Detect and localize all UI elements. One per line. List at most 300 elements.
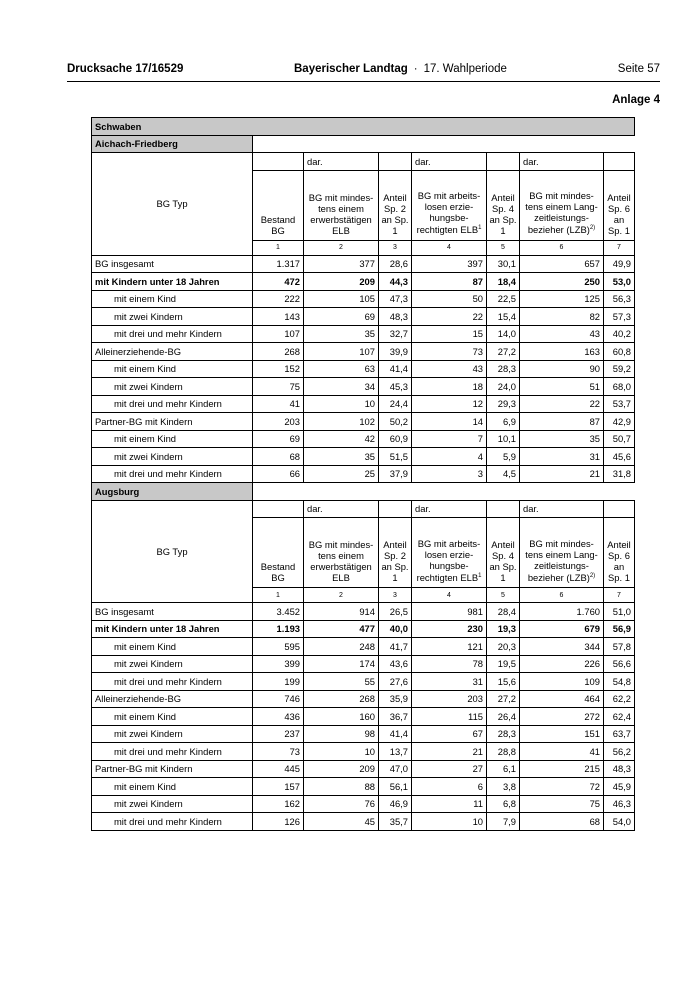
page-header <box>67 63 660 81</box>
cell-value: 72 <box>520 778 604 796</box>
column-header-bg-typ: BG Typ <box>92 153 253 256</box>
cell-value: 31 <box>412 673 487 691</box>
header-separator: · <box>413 63 418 75</box>
cell-value: 63 <box>304 360 379 378</box>
cell-value: 28,4 <box>487 603 520 621</box>
cell-value: 68 <box>253 448 304 466</box>
cell-value: 73 <box>412 343 487 361</box>
row-label: mit drei und mehr Kindern <box>92 395 253 413</box>
header-dar-row <box>92 500 635 518</box>
cell-value: 107 <box>304 343 379 361</box>
column-header-erwerbstaetig: BG mit mindes-​tens einem erwerbstätigen ELB <box>304 518 379 588</box>
cell-value: 41,4 <box>379 360 412 378</box>
cell-value: 27,2 <box>487 343 520 361</box>
cell-value: 62,4 <box>604 708 635 726</box>
cell-value: 397 <box>412 255 487 273</box>
cell-value: 98 <box>304 725 379 743</box>
cell-value: 18 <box>412 378 487 396</box>
cell-value: 21 <box>412 743 487 761</box>
table-row <box>92 273 635 291</box>
column-header-arbeitslos-footnote: 1 <box>478 225 482 232</box>
region-row <box>92 118 635 136</box>
cell-value: 28,3 <box>487 360 520 378</box>
cell-value: 14,0 <box>487 325 520 343</box>
cell-value: 87 <box>520 413 604 431</box>
cell-value: 56,9 <box>604 620 635 638</box>
row-label: mit drei und mehr Kindern <box>92 465 253 483</box>
table-row <box>92 290 635 308</box>
row-label: mit zwei Kindern <box>92 448 253 466</box>
cell-value: 45,9 <box>604 778 635 796</box>
table-row <box>92 638 635 656</box>
cell-value: 34 <box>304 378 379 396</box>
cell-value: 35,7 <box>379 813 412 831</box>
header-empty-cell <box>253 500 304 518</box>
cell-value: 66 <box>253 465 304 483</box>
cell-value: 464 <box>520 690 604 708</box>
cell-value: 60,8 <box>604 343 635 361</box>
cell-value: 595 <box>253 638 304 656</box>
cell-value: 109 <box>520 673 604 691</box>
table-row <box>92 760 635 778</box>
column-header-bestand: Bestand BG <box>253 518 304 588</box>
row-label: mit zwei Kindern <box>92 655 253 673</box>
row-label: mit zwei Kindern <box>92 308 253 326</box>
cell-value: 472 <box>253 273 304 291</box>
cell-value: 35 <box>304 325 379 343</box>
cell-value: 56,3 <box>604 290 635 308</box>
column-index: 7 <box>604 240 635 255</box>
header-empty-cell <box>253 153 304 171</box>
column-index: 5 <box>487 240 520 255</box>
cell-value: 43 <box>520 325 604 343</box>
table-row <box>92 325 635 343</box>
district-name: Aichach-Friedberg <box>92 135 253 153</box>
column-index: 7 <box>604 588 635 603</box>
header-empty-cell <box>379 153 412 171</box>
table-row <box>92 655 635 673</box>
header-empty-cell <box>604 153 635 171</box>
cell-value: 28,6 <box>379 255 412 273</box>
cell-value: 88 <box>304 778 379 796</box>
cell-value: 160 <box>304 708 379 726</box>
cell-value: 27,6 <box>379 673 412 691</box>
cell-value: 57,3 <box>604 308 635 326</box>
cell-value: 54,8 <box>604 673 635 691</box>
cell-value: 222 <box>253 290 304 308</box>
cell-value: 162 <box>253 795 304 813</box>
cell-value: 41 <box>253 395 304 413</box>
cell-value: 69 <box>253 430 304 448</box>
cell-value: 24,4 <box>379 395 412 413</box>
cell-value: 42,9 <box>604 413 635 431</box>
cell-value: 35 <box>520 430 604 448</box>
spacer-cell <box>253 483 635 501</box>
district-row <box>92 135 635 153</box>
row-label: mit drei und mehr Kindern <box>92 673 253 691</box>
cell-value: 209 <box>304 760 379 778</box>
cell-value: 24,0 <box>487 378 520 396</box>
cell-value: 272 <box>520 708 604 726</box>
cell-value: 53,7 <box>604 395 635 413</box>
cell-value: 49,9 <box>604 255 635 273</box>
statistics-table <box>91 117 635 831</box>
cell-value: 25 <box>304 465 379 483</box>
column-header-bg-typ: BG Typ <box>92 500 253 603</box>
cell-value: 268 <box>253 343 304 361</box>
row-label: mit drei und mehr Kindern <box>92 325 253 343</box>
cell-value: 107 <box>253 325 304 343</box>
cell-value: 22 <box>520 395 604 413</box>
cell-value: 43 <box>412 360 487 378</box>
row-label: BG insgesamt <box>92 255 253 273</box>
table-row <box>92 430 635 448</box>
cell-value: 21 <box>520 465 604 483</box>
cell-value: 477 <box>304 620 379 638</box>
cell-value: 121 <box>412 638 487 656</box>
cell-value: 36,7 <box>379 708 412 726</box>
header-dar-label: dar. <box>304 500 379 518</box>
column-header-anteil-sp4: Anteil Sp. 4 an Sp. 1 <box>487 170 520 240</box>
row-label: mit einem Kind <box>92 778 253 796</box>
cell-value: 32,7 <box>379 325 412 343</box>
cell-value: 3 <box>412 465 487 483</box>
column-header-arbeitslos: BG mit arbeits-​losen erzie-​hungsbe-​rechtigten ELB$^1$ <box>412 518 487 588</box>
column-index: 1 <box>253 240 304 255</box>
cell-value: 62,2 <box>604 690 635 708</box>
header-center <box>294 63 507 75</box>
cell-value: 1.193 <box>253 620 304 638</box>
cell-value: 41,7 <box>379 638 412 656</box>
column-header-anteil-sp6: Anteil Sp. 6 an Sp. 1 <box>604 518 635 588</box>
cell-value: 31,8 <box>604 465 635 483</box>
cell-value: 250 <box>520 273 604 291</box>
column-index: 4 <box>412 240 487 255</box>
table-row <box>92 743 635 761</box>
cell-value: 5,9 <box>487 448 520 466</box>
cell-value: 657 <box>520 255 604 273</box>
cell-value: 15 <box>412 325 487 343</box>
cell-value: 87 <box>412 273 487 291</box>
cell-value: 746 <box>253 690 304 708</box>
cell-value: 6,8 <box>487 795 520 813</box>
cell-value: 125 <box>520 290 604 308</box>
table-row <box>92 690 635 708</box>
table-row <box>92 465 635 483</box>
cell-value: 56,6 <box>604 655 635 673</box>
cell-value: 48,3 <box>604 760 635 778</box>
district-name: Augsburg <box>92 483 253 501</box>
row-label: Partner-BG mit Kindern <box>92 760 253 778</box>
parliament-name: Bayerischer Landtag <box>294 63 408 75</box>
cell-value: 51,0 <box>604 603 635 621</box>
cell-value: 43,6 <box>379 655 412 673</box>
cell-value: 59,2 <box>604 360 635 378</box>
row-label: mit zwei Kindern <box>92 795 253 813</box>
column-index: 6 <box>520 240 604 255</box>
header-dar-label: dar. <box>412 153 487 171</box>
cell-value: 12 <box>412 395 487 413</box>
row-label: Partner-BG mit Kindern <box>92 413 253 431</box>
header-dar-label: dar. <box>520 153 604 171</box>
cell-value: 53,0 <box>604 273 635 291</box>
header-dar-label: dar. <box>304 153 379 171</box>
cell-value: 30,1 <box>487 255 520 273</box>
cell-value: 105 <box>304 290 379 308</box>
cell-value: 75 <box>520 795 604 813</box>
header-dar-row <box>92 153 635 171</box>
column-header-lzb-footnote: 2) <box>589 572 596 579</box>
cell-value: 1.317 <box>253 255 304 273</box>
cell-value: 10,1 <box>487 430 520 448</box>
legislative-period: 17. Wahlperiode <box>423 63 507 75</box>
table-row <box>92 343 635 361</box>
cell-value: 56,2 <box>604 743 635 761</box>
cell-value: 199 <box>253 673 304 691</box>
column-index: 5 <box>487 588 520 603</box>
row-label: BG insgesamt <box>92 603 253 621</box>
table-row <box>92 778 635 796</box>
cell-value: 47,0 <box>379 760 412 778</box>
cell-value: 50 <box>412 290 487 308</box>
row-label: mit einem Kind <box>92 638 253 656</box>
column-header-anteil-sp6: Anteil Sp. 6 an Sp. 1 <box>604 170 635 240</box>
cell-value: 377 <box>304 255 379 273</box>
row-label: Alleinerziehende-BG <box>92 343 253 361</box>
cell-value: 226 <box>520 655 604 673</box>
document-number: Drucksache 17/16529 <box>67 63 184 75</box>
header-empty-cell <box>604 500 635 518</box>
cell-value: 44,3 <box>379 273 412 291</box>
table-row <box>92 360 635 378</box>
cell-value: 51,5 <box>379 448 412 466</box>
cell-value: 56,1 <box>379 778 412 796</box>
cell-value: 203 <box>412 690 487 708</box>
column-header-anteil-sp2: Anteil Sp. 2 an Sp. 1 <box>379 170 412 240</box>
cell-value: 13,7 <box>379 743 412 761</box>
cell-value: 981 <box>412 603 487 621</box>
cell-value: 90 <box>520 360 604 378</box>
row-label: mit Kindern unter 18 Jahren <box>92 273 253 291</box>
table-row <box>92 448 635 466</box>
cell-value: 215 <box>520 760 604 778</box>
cell-value: 19,5 <box>487 655 520 673</box>
table-row <box>92 255 635 273</box>
cell-value: 69 <box>304 308 379 326</box>
row-label: mit Kindern unter 18 Jahren <box>92 620 253 638</box>
cell-value: 248 <box>304 638 379 656</box>
column-index: 6 <box>520 588 604 603</box>
table-row <box>92 620 635 638</box>
cell-value: 51 <box>520 378 604 396</box>
cell-value: 29,3 <box>487 395 520 413</box>
cell-value: 6,1 <box>487 760 520 778</box>
cell-value: 10 <box>304 743 379 761</box>
table-row <box>92 603 635 621</box>
column-index: 1 <box>253 588 304 603</box>
cell-value: 15,4 <box>487 308 520 326</box>
header-empty-cell <box>487 500 520 518</box>
cell-value: 14 <box>412 413 487 431</box>
column-index: 2 <box>304 588 379 603</box>
cell-value: 230 <box>412 620 487 638</box>
cell-value: 75 <box>253 378 304 396</box>
row-label: mit einem Kind <box>92 430 253 448</box>
cell-value: 78 <box>412 655 487 673</box>
cell-value: 10 <box>412 813 487 831</box>
table-row <box>92 795 635 813</box>
cell-value: 237 <box>253 725 304 743</box>
cell-value: 26,4 <box>487 708 520 726</box>
cell-value: 1.760 <box>520 603 604 621</box>
cell-value: 143 <box>253 308 304 326</box>
cell-value: 41,4 <box>379 725 412 743</box>
cell-value: 268 <box>304 690 379 708</box>
table-row <box>92 708 635 726</box>
cell-value: 68 <box>520 813 604 831</box>
cell-value: 39,9 <box>379 343 412 361</box>
column-index: 2 <box>304 240 379 255</box>
column-index: 3 <box>379 240 412 255</box>
cell-value: 60,9 <box>379 430 412 448</box>
column-header-lzb: BG mit mindes-​tens einem Lang-​zeitleistungs-​bezieher (LZB)$^{2)}$ <box>520 518 604 588</box>
column-header-arbeitslos-footnote: 1 <box>478 572 482 579</box>
cell-value: 31 <box>520 448 604 466</box>
cell-value: 22 <box>412 308 487 326</box>
cell-value: 344 <box>520 638 604 656</box>
cell-value: 35 <box>304 448 379 466</box>
cell-value: 3.452 <box>253 603 304 621</box>
row-label: mit zwei Kindern <box>92 378 253 396</box>
cell-value: 445 <box>253 760 304 778</box>
cell-value: 157 <box>253 778 304 796</box>
column-header-lzb-footnote: 2) <box>589 225 596 232</box>
table-row <box>92 308 635 326</box>
cell-value: 4 <box>412 448 487 466</box>
cell-value: 45,6 <box>604 448 635 466</box>
cell-value: 50,7 <box>604 430 635 448</box>
region-title: Schwaben <box>92 118 635 136</box>
row-label: mit einem Kind <box>92 290 253 308</box>
cell-value: 54,0 <box>604 813 635 831</box>
table-row <box>92 673 635 691</box>
cell-value: 152 <box>253 360 304 378</box>
table-row <box>92 813 635 831</box>
row-label: mit drei und mehr Kindern <box>92 743 253 761</box>
cell-value: 27 <box>412 760 487 778</box>
cell-value: 45,3 <box>379 378 412 396</box>
cell-value: 399 <box>253 655 304 673</box>
cell-value: 46,9 <box>379 795 412 813</box>
cell-value: 63,7 <box>604 725 635 743</box>
cell-value: 679 <box>520 620 604 638</box>
cell-value: 76 <box>304 795 379 813</box>
cell-value: 19,3 <box>487 620 520 638</box>
cell-value: 42 <box>304 430 379 448</box>
cell-value: 115 <box>412 708 487 726</box>
district-row <box>92 483 635 501</box>
table-row <box>92 413 635 431</box>
header-rule <box>67 81 660 82</box>
cell-value: 55 <box>304 673 379 691</box>
cell-value: 7 <box>412 430 487 448</box>
column-header-erwerbstaetig: BG mit mindes-​tens einem erwerbstätigen ELB <box>304 170 379 240</box>
cell-value: 73 <box>253 743 304 761</box>
cell-value: 57,8 <box>604 638 635 656</box>
cell-value: 203 <box>253 413 304 431</box>
cell-value: 174 <box>304 655 379 673</box>
cell-value: 22,5 <box>487 290 520 308</box>
column-header-arbeitslos: BG mit arbeits-​losen erzie-​hungsbe-​rechtigten ELB$^1$ <box>412 170 487 240</box>
table-row <box>92 725 635 743</box>
cell-value: 4,5 <box>487 465 520 483</box>
page-number: Seite 57 <box>617 63 660 75</box>
row-label: mit einem Kind <box>92 708 253 726</box>
cell-value: 102 <box>304 413 379 431</box>
cell-value: 37,9 <box>379 465 412 483</box>
cell-value: 436 <box>253 708 304 726</box>
column-index: 3 <box>379 588 412 603</box>
table-row <box>92 395 635 413</box>
cell-value: 47,3 <box>379 290 412 308</box>
column-header-lzb: BG mit mindes-​tens einem Lang-​zeitleistungs-​bezieher (LZB)$^{2)}$ <box>520 170 604 240</box>
cell-value: 40,2 <box>604 325 635 343</box>
column-header-anteil-sp2: Anteil Sp. 2 an Sp. 1 <box>379 518 412 588</box>
cell-value: 41 <box>520 743 604 761</box>
row-label: mit drei und mehr Kindern <box>92 813 253 831</box>
row-label: Alleinerziehende-BG <box>92 690 253 708</box>
cell-value: 126 <box>253 813 304 831</box>
column-header-anteil-sp4: Anteil Sp. 4 an Sp. 1 <box>487 518 520 588</box>
header-empty-cell <box>487 153 520 171</box>
cell-value: 40,0 <box>379 620 412 638</box>
table-body <box>92 118 635 831</box>
cell-value: 163 <box>520 343 604 361</box>
spacer-cell <box>253 135 635 153</box>
cell-value: 26,5 <box>379 603 412 621</box>
cell-value: 45 <box>304 813 379 831</box>
table-row <box>92 378 635 396</box>
header-dar-label: dar. <box>412 500 487 518</box>
cell-value: 67 <box>412 725 487 743</box>
row-label: mit einem Kind <box>92 360 253 378</box>
cell-value: 3,8 <box>487 778 520 796</box>
cell-value: 15,6 <box>487 673 520 691</box>
cell-value: 10 <box>304 395 379 413</box>
row-label: mit zwei Kindern <box>92 725 253 743</box>
cell-value: 20,3 <box>487 638 520 656</box>
cell-value: 18,4 <box>487 273 520 291</box>
cell-value: 11 <box>412 795 487 813</box>
header-dar-label: dar. <box>520 500 604 518</box>
cell-value: 35,9 <box>379 690 412 708</box>
column-index: 4 <box>412 588 487 603</box>
cell-value: 151 <box>520 725 604 743</box>
appendix-label: Anlage 4 <box>612 94 660 106</box>
cell-value: 68,0 <box>604 378 635 396</box>
cell-value: 82 <box>520 308 604 326</box>
cell-value: 28,3 <box>487 725 520 743</box>
column-header-bestand: Bestand BG <box>253 170 304 240</box>
cell-value: 27,2 <box>487 690 520 708</box>
cell-value: 48,3 <box>379 308 412 326</box>
cell-value: 914 <box>304 603 379 621</box>
cell-value: 209 <box>304 273 379 291</box>
cell-value: 6,9 <box>487 413 520 431</box>
cell-value: 46,3 <box>604 795 635 813</box>
cell-value: 7,9 <box>487 813 520 831</box>
cell-value: 6 <box>412 778 487 796</box>
